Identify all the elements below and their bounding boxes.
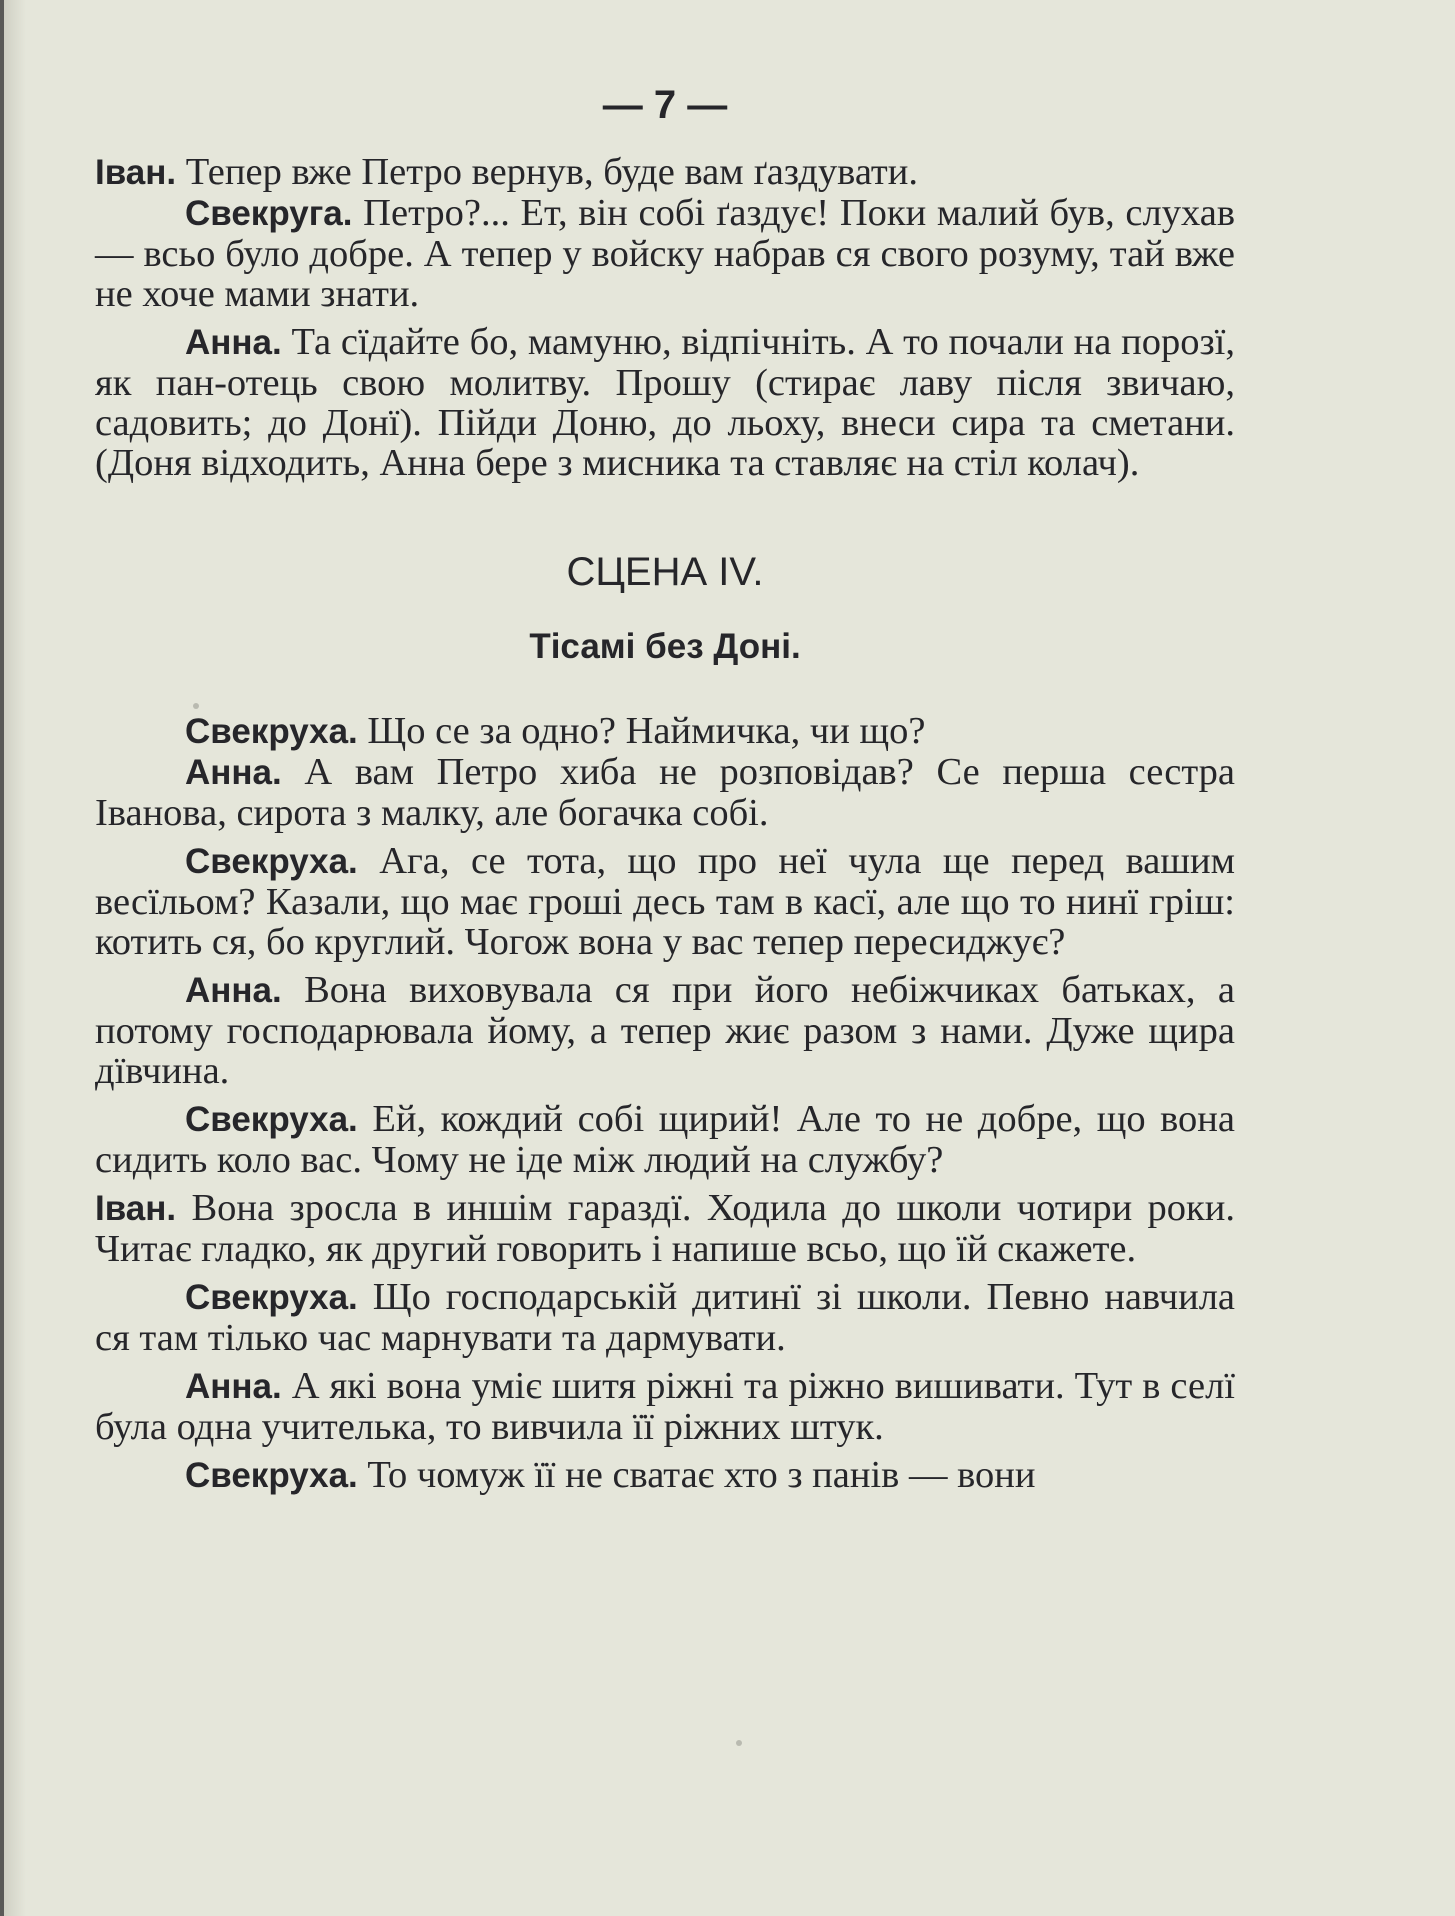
dialogue-line	[95, 1366, 1235, 1447]
dialogue-text: Вона виховувала ся при його небіжчиках батьках, а потому господарювала йому, а тепер жиє разом з нами. Дуже щира дївчина.	[95, 969, 1235, 1092]
dialogue-line	[95, 1277, 1235, 1358]
scene-title: СЦЕНА IV.	[566, 550, 764, 594]
dialogue-text: Ага, се тота, що про неї чула ще перед вашим весїльом? Казали, що має гроші десь там в касї, але що то нинї гріш: котить ся, бо круглий. Чогож вона у вас тепер пересиджує?	[95, 840, 1235, 963]
dialogue-line	[95, 711, 1235, 752]
scene-subtitle: Тісамі без Доні.	[529, 627, 801, 666]
speaker-name: Анна.	[185, 753, 282, 792]
dialogue-line	[95, 841, 1235, 962]
dialogue-block-scene	[95, 711, 1235, 1496]
dialogue-text: А вам Петро хиба не розповідав? Се перша сестра Іванова, сирота з малку, але богачка собі.	[95, 751, 1235, 834]
dialogue-text: Що господарській дитинї зі школи. Певно навчила ся там тілько час марнувати та дармувати.	[95, 1276, 1235, 1359]
page-shadow	[4, 0, 26, 1916]
dialogue-line	[95, 1188, 1235, 1269]
dialogue-text: Ей, кождий собі щирий! Але то не добре, що вона сидить коло вас. Чому не іде між людий на службу?	[95, 1098, 1235, 1181]
dialogue-line	[95, 970, 1235, 1091]
speaker-name: Свекруха.	[185, 1456, 358, 1495]
speaker-name: Свекруха.	[185, 1278, 358, 1317]
page-number: — 7 —	[602, 83, 728, 127]
dialogue-text: Тепер вже Петро вернув, буде вам ґаздувати.	[176, 151, 918, 193]
speaker-name: Свекруга.	[185, 194, 353, 233]
dialogue-line	[95, 752, 1235, 833]
dialogue-text: Що се за одно? Наймичка, чи що?	[357, 710, 926, 752]
speaker-name: Іван.	[95, 1189, 177, 1228]
dialogue-text: То чомуж її не сватає хто з панів — вони	[357, 1454, 1036, 1496]
speaker-name: Свекруха.	[185, 1100, 358, 1139]
speaker-name: Свекруха.	[185, 712, 358, 751]
speaker-name: Анна.	[185, 323, 282, 362]
dialogue-line	[95, 1455, 1235, 1496]
speaker-name: Свекруха.	[185, 842, 358, 881]
paper-speck	[736, 1740, 742, 1746]
dialogue-text: Вона зросла в иншім гараздї. Ходила до школи чотири роки. Читає гладко, як другий говорить і напише всьо, що їй скажете.	[95, 1187, 1235, 1270]
speaker-name: Анна.	[185, 1367, 282, 1406]
dialogue-line	[95, 193, 1235, 314]
dialogue-line	[95, 1099, 1235, 1180]
page-content	[95, 70, 1235, 1496]
speaker-name: Іван.	[95, 153, 177, 192]
dialogue-text: Та сїдайте бо, мамуню, відпічніть. А то почали на порозї, як пан-отець свою молитву. Прошу (стирає лаву після звичаю, садовить; до Донї). Пійди Доню, до льоху, внеси сира та сметани. (Доня відходить, Анна бере з мисника та ставляє на стіл колач).	[95, 321, 1235, 484]
speaker-name: Анна.	[185, 971, 282, 1010]
dialogue-line	[95, 152, 1235, 193]
dialogue-block-top	[95, 152, 1235, 483]
dialogue-text: А які вона уміє шитя ріжні та ріжно вишивати. Тут в селї була одна учителька, то вивчила її ріжних штук.	[95, 1365, 1235, 1448]
dialogue-text: Петро?... Ет, він собі ґаздує! Поки малий був, слухав — всьо було добре. А тепер у войску набрав ся свого розуму, тай вже не хоче мами знати.	[95, 192, 1235, 315]
dialogue-line	[95, 322, 1235, 483]
